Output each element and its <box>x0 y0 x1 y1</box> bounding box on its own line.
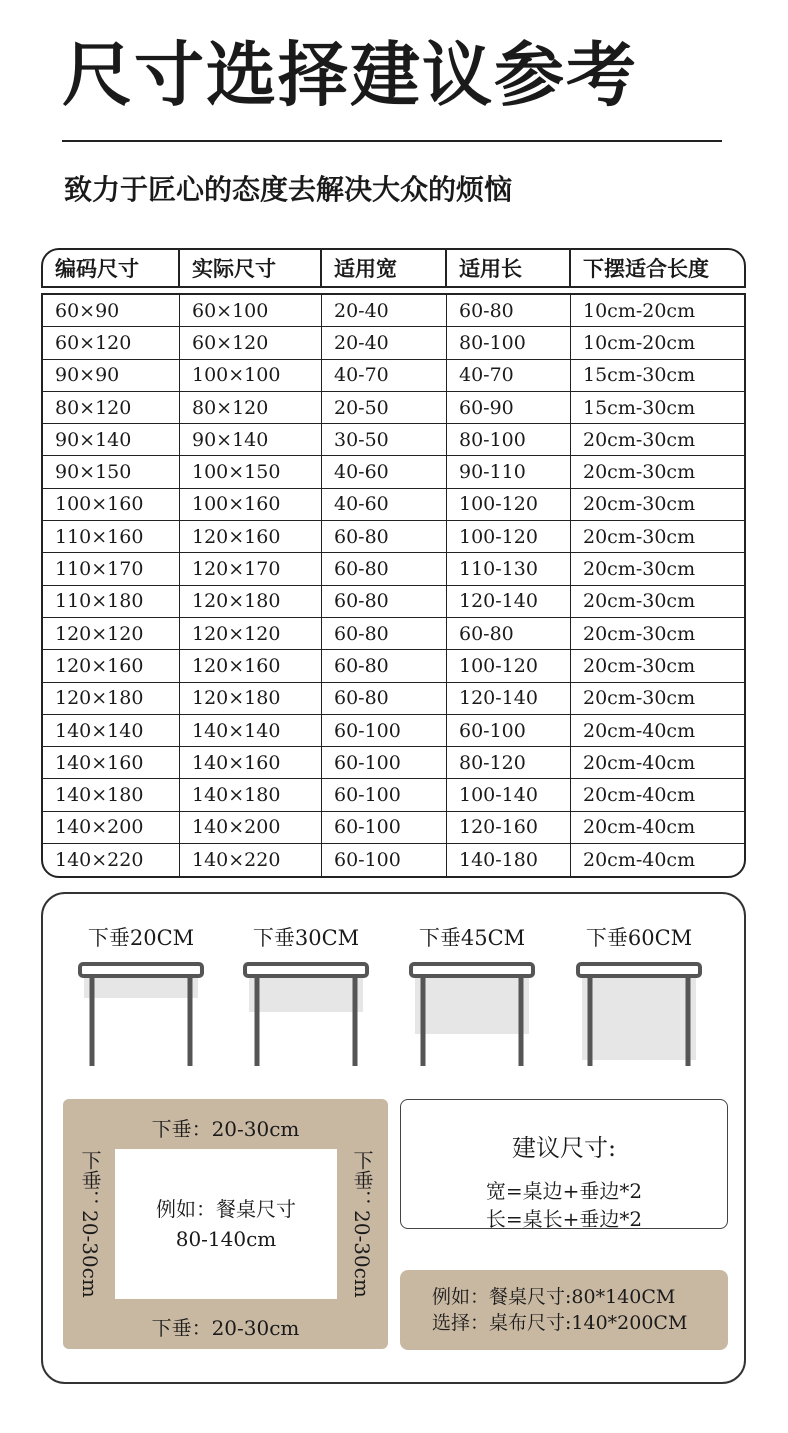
table-cell: 60-100 <box>322 812 447 843</box>
table-cell: 120×180 <box>180 683 322 714</box>
title-divider <box>62 140 722 142</box>
table-cell: 60×120 <box>43 327 180 358</box>
table-cell: 60-80 <box>322 586 447 617</box>
advice-length-formula: 长=桌长+垂边*2 <box>485 1207 643 1231</box>
table-cell: 100×150 <box>180 456 322 487</box>
table-cell: 120×180 <box>180 586 322 617</box>
tabletop-area <box>115 1149 337 1299</box>
table-cell: 40-60 <box>322 489 447 520</box>
table-row <box>43 489 744 521</box>
header-actual-size: 实际尺寸 <box>180 250 322 286</box>
table-cell: 60-90 <box>447 392 571 423</box>
table-cell: 60-100 <box>322 844 447 876</box>
table-cell: 40-70 <box>322 360 447 391</box>
table-cell: 20cm-40cm <box>583 849 696 872</box>
table-cell: 140×200 <box>180 812 322 843</box>
table-cell: 100-140 <box>447 779 571 810</box>
table-cell: 20cm-30cm <box>583 590 696 613</box>
drop-option-30 <box>236 922 376 1072</box>
table-row <box>43 327 744 359</box>
table-cell: 140×140 <box>180 715 322 746</box>
table-cell: 10cm-20cm <box>583 299 696 322</box>
table-cell: 20cm-30cm <box>583 622 696 645</box>
table-cell: 20cm-40cm <box>583 751 696 774</box>
table-cell: 120×180 <box>43 683 180 714</box>
table-cell: 60-100 <box>447 715 571 746</box>
table-cell: 60-80 <box>322 521 447 552</box>
table-cell: 60-80 <box>447 295 571 326</box>
table-row <box>43 747 744 779</box>
table-cell: 20cm-30cm <box>583 493 696 516</box>
table-row <box>43 715 744 747</box>
table-cell: 80×120 <box>43 392 180 423</box>
table-row <box>43 521 744 553</box>
table-cell: 140×180 <box>43 779 180 810</box>
table-row <box>43 650 744 682</box>
table-cell: 20cm-40cm <box>583 784 696 807</box>
table-cell: 60-100 <box>322 715 447 746</box>
table-cell: 10cm-20cm <box>583 331 696 354</box>
table-cell: 90-110 <box>447 456 571 487</box>
table-cell: 110-130 <box>447 553 571 584</box>
table-cell: 20-40 <box>322 295 447 326</box>
table-row <box>43 456 744 488</box>
table-cell: 20cm-30cm <box>583 525 696 548</box>
table-drop-icon <box>241 960 371 1072</box>
drop-label: 下垂30CM <box>252 926 360 950</box>
drop-option-45 <box>402 922 542 1072</box>
table-cell: 120×120 <box>180 618 322 649</box>
table-cell: 20cm-30cm <box>583 558 696 581</box>
table-cell: 140×160 <box>180 747 322 778</box>
table-cell: 110×180 <box>43 586 180 617</box>
table-cell: 90×140 <box>180 424 322 455</box>
table-row <box>43 586 744 618</box>
table-cell: 140-180 <box>447 844 571 876</box>
table-cell: 15cm-30cm <box>583 396 696 419</box>
table-row <box>43 812 744 844</box>
table-cell: 60×120 <box>180 327 322 358</box>
table-drop-icon <box>407 960 537 1072</box>
drop-option-20 <box>71 922 211 1072</box>
header-fit-width: 适用宽 <box>322 250 447 286</box>
table-cell: 100×160 <box>180 489 322 520</box>
table-cell: 40-70 <box>447 360 571 391</box>
table-row <box>43 295 744 327</box>
table-cell: 80-100 <box>447 424 571 455</box>
header-fit-length: 适用长 <box>447 250 571 286</box>
table-cell: 90×150 <box>43 456 180 487</box>
table-row <box>43 844 744 876</box>
drop-top-label: 下垂：20-30cm <box>151 1117 300 1141</box>
tabletop-example-size: 80-140cm <box>175 1227 277 1251</box>
table-cell: 60×100 <box>180 295 322 326</box>
table-cell: 20-40 <box>322 327 447 358</box>
advice-width-formula: 宽=桌边+垂边*2 <box>485 1179 643 1203</box>
advice-box <box>400 1099 728 1229</box>
drop-left-label: 下垂：20-30cm <box>78 1150 102 1298</box>
table-row <box>43 392 744 424</box>
table-cell: 120×160 <box>43 650 180 681</box>
example-cloth-size: 选择：桌布尺寸:140*200CM <box>432 1312 688 1334</box>
table-body <box>41 293 746 878</box>
drop-option-60 <box>569 922 709 1072</box>
table-cell: 20cm-40cm <box>583 719 696 742</box>
table-row <box>43 618 744 650</box>
table-cell: 120×170 <box>180 553 322 584</box>
header-hem-length: 下摆适合长度 <box>583 256 709 281</box>
table-cell: 140×140 <box>43 715 180 746</box>
table-cell: 60-80 <box>322 618 447 649</box>
drape-guide-panel <box>41 892 746 1384</box>
example-box <box>400 1270 728 1350</box>
table-cell: 100-120 <box>447 489 571 520</box>
table-header <box>41 248 746 288</box>
table-cell: 120-140 <box>447 586 571 617</box>
table-cell: 20cm-40cm <box>583 816 696 839</box>
table-cell: 110×170 <box>43 553 180 584</box>
table-cell: 100-120 <box>447 650 571 681</box>
drop-label: 下垂60CM <box>585 926 693 950</box>
table-cell: 60-80 <box>322 683 447 714</box>
table-cell: 140×220 <box>43 844 180 876</box>
table-cell: 120×120 <box>43 618 180 649</box>
table-cell: 120-140 <box>447 683 571 714</box>
table-cell: 100-120 <box>447 521 571 552</box>
table-cell: 20cm-30cm <box>583 687 696 710</box>
drop-bottom-label: 下垂：20-30cm <box>151 1316 300 1340</box>
size-table <box>41 248 746 878</box>
table-cell: 120-160 <box>447 812 571 843</box>
table-cell: 60×90 <box>43 295 180 326</box>
page-subtitle: 致力于匠心的态度去解决大众的烦恼 <box>64 173 513 206</box>
table-row <box>43 360 744 392</box>
table-cell: 20cm-30cm <box>583 428 696 451</box>
drop-diagram <box>63 1099 388 1349</box>
example-table-size: 例如：餐桌尺寸:80*140CM <box>432 1286 676 1308</box>
table-cell: 100×100 <box>180 360 322 391</box>
table-cell: 80×120 <box>180 392 322 423</box>
page-title: 尺寸选择建议参考 <box>62 34 638 116</box>
table-cell: 120×160 <box>180 650 322 681</box>
table-cell: 110×160 <box>43 521 180 552</box>
table-cell: 20-50 <box>322 392 447 423</box>
advice-heading: 建议尺寸: <box>511 1134 617 1162</box>
table-cell: 140×220 <box>180 844 322 876</box>
table-drop-icon <box>76 960 206 1072</box>
drop-label: 下垂45CM <box>418 926 526 950</box>
drop-right-label: 下垂：20-30cm <box>350 1150 374 1298</box>
table-cell: 20cm-30cm <box>583 654 696 677</box>
table-cell: 90×140 <box>43 424 180 455</box>
table-row <box>43 683 744 715</box>
header-code-size: 编码尺寸 <box>43 250 180 286</box>
table-cell: 60-100 <box>322 779 447 810</box>
table-row <box>43 424 744 456</box>
table-cell: 60-100 <box>322 747 447 778</box>
table-cell: 140×180 <box>180 779 322 810</box>
table-cell: 60-80 <box>447 618 571 649</box>
table-cell: 140×160 <box>43 747 180 778</box>
table-row <box>43 779 744 811</box>
drop-label: 下垂20CM <box>87 926 195 950</box>
table-cell: 60-80 <box>322 553 447 584</box>
table-cell: 100×160 <box>43 489 180 520</box>
table-cell: 90×90 <box>43 360 180 391</box>
table-cell: 15cm-30cm <box>583 364 696 387</box>
table-cell: 60-80 <box>322 650 447 681</box>
table-cell: 40-60 <box>322 456 447 487</box>
table-cell: 80-120 <box>447 747 571 778</box>
table-cell: 30-50 <box>322 424 447 455</box>
table-cell: 80-100 <box>447 327 571 358</box>
table-drop-icon <box>574 960 704 1072</box>
table-row <box>43 553 744 585</box>
table-cell: 20cm-30cm <box>583 461 696 484</box>
tabletop-example-label: 例如：餐桌尺寸 <box>156 1197 296 1221</box>
table-cell: 140×200 <box>43 812 180 843</box>
table-cell: 120×160 <box>180 521 322 552</box>
